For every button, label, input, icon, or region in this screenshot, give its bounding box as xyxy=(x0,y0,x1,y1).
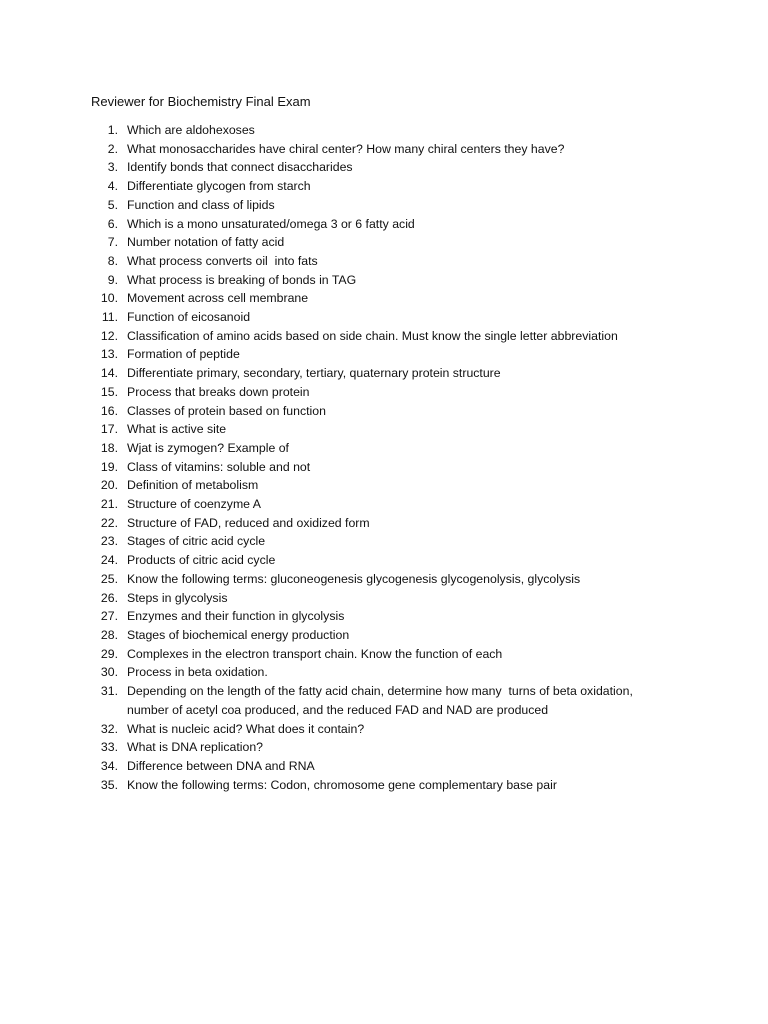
question-text: Products of citric acid cycle xyxy=(127,553,276,568)
question-number: 8. xyxy=(107,253,118,268)
question-item xyxy=(0,196,768,215)
question-text: What is active site xyxy=(127,422,227,437)
question-number: 34. xyxy=(100,758,118,773)
question-number: 11. xyxy=(101,310,118,325)
question-text: Which is a mono unsaturated/omega 3 or 6 fatty acid xyxy=(127,216,415,231)
question-item xyxy=(0,757,768,776)
question-item xyxy=(0,570,768,589)
question-item xyxy=(0,121,768,140)
question-item xyxy=(0,589,768,608)
question-item xyxy=(0,663,768,682)
question-text: Process in beta oxidation. xyxy=(127,665,268,680)
question-item xyxy=(0,327,768,346)
question-text: Enzymes and their function in glycolysis xyxy=(127,609,345,624)
question-number: 24. xyxy=(100,553,118,568)
question-item xyxy=(0,289,768,308)
question-number: 4. xyxy=(107,179,118,194)
question-number: 32. xyxy=(100,721,118,736)
question-text: Classes of protein based on function xyxy=(127,403,326,418)
question-text: Classification of amino acids based on side chain. Must know the single letter abbreviation xyxy=(127,328,618,343)
question-text: Depending on the length of the fatty acid chain, determine how many turns of beta oxidation, number of acetyl coa produced, and the reduced FAD and NAD are produced xyxy=(127,684,637,717)
question-number: 3. xyxy=(107,160,118,175)
question-text: Know the following terms: gluconeogenesis glycogenesis glycogenolysis, glycolysis xyxy=(127,571,581,586)
question-number: 7. xyxy=(107,235,118,250)
question-number: 14. xyxy=(100,366,118,381)
question-item xyxy=(0,776,768,795)
question-text: Differentiate glycogen from starch xyxy=(127,179,311,194)
document-title: Reviewer for Biochemistry Final Exam xyxy=(91,94,311,109)
question-text: Steps in glycolysis xyxy=(127,590,228,605)
question-text: Know the following terms: Codon, chromosome gene complementary base pair xyxy=(127,777,557,792)
question-item xyxy=(0,215,768,234)
question-number: 30. xyxy=(100,665,118,680)
question-number: 35. xyxy=(100,777,118,792)
question-text: Wjat is zymogen? Example of xyxy=(127,440,289,455)
question-item xyxy=(0,383,768,402)
question-number: 16. xyxy=(100,403,118,418)
question-number: 22. xyxy=(100,515,118,530)
question-text: Definition of metabolism xyxy=(127,478,259,493)
question-number: 5. xyxy=(107,197,118,212)
question-number: 29. xyxy=(100,646,118,661)
question-text: What is nucleic acid? What does it contain? xyxy=(127,721,365,736)
question-item xyxy=(0,140,768,159)
question-number: 33. xyxy=(100,740,118,755)
question-text: Function and class of lipids xyxy=(127,197,275,212)
question-text: Movement across cell membrane xyxy=(127,291,309,306)
question-item xyxy=(0,158,768,177)
question-item xyxy=(0,308,768,327)
question-item xyxy=(0,551,768,570)
question-item xyxy=(0,682,768,719)
question-number: 2. xyxy=(107,141,118,156)
question-text: Formation of peptide xyxy=(127,347,240,362)
question-item xyxy=(0,495,768,514)
question-item xyxy=(0,738,768,757)
question-text: Complexes in the electron transport chain. Know the function of each xyxy=(127,646,503,661)
question-item xyxy=(0,420,768,439)
question-text: Which are aldohexoses xyxy=(127,123,255,137)
question-list xyxy=(0,121,768,794)
question-number: 20. xyxy=(100,478,118,493)
question-number: 15. xyxy=(100,384,118,399)
question-item xyxy=(0,364,768,383)
question-number: 9. xyxy=(107,272,118,287)
question-item xyxy=(0,532,768,551)
question-item xyxy=(0,233,768,252)
question-text: Differentiate primary, secondary, tertiary, quaternary protein structure xyxy=(127,366,501,381)
question-item xyxy=(0,720,768,739)
question-item xyxy=(0,458,768,477)
question-item xyxy=(0,402,768,421)
question-text: Stages of citric acid cycle xyxy=(127,534,266,549)
question-text: Class of vitamins: soluble and not xyxy=(127,459,311,474)
question-text: What process converts oil into fats xyxy=(127,253,318,268)
question-item xyxy=(0,645,768,664)
question-text: What is DNA replication? xyxy=(127,740,264,755)
question-number: 21. xyxy=(100,497,118,512)
question-item xyxy=(0,607,768,626)
question-item xyxy=(0,626,768,645)
question-number: 28. xyxy=(100,627,118,642)
question-item xyxy=(0,439,768,458)
question-number: 6. xyxy=(107,216,118,231)
question-number: 26. xyxy=(100,590,118,605)
question-item xyxy=(0,476,768,495)
question-text: Function of eicosanoid xyxy=(127,310,251,325)
question-number: 31. xyxy=(100,684,118,699)
question-number: 12. xyxy=(100,328,118,343)
question-item xyxy=(0,514,768,533)
question-text: Structure of FAD, reduced and oxidized form xyxy=(127,515,370,530)
question-text: What process is breaking of bonds in TAG xyxy=(127,272,357,287)
question-text: Structure of coenzyme A xyxy=(127,497,261,512)
question-number: 10. xyxy=(100,291,118,306)
question-text: Number notation of fatty acid xyxy=(127,235,285,250)
question-item xyxy=(0,271,768,290)
question-text: Difference between DNA and RNA xyxy=(127,758,315,773)
question-number: 23. xyxy=(100,534,118,549)
question-text: Identify bonds that connect disaccharides xyxy=(127,160,353,175)
question-text: Process that breaks down protein xyxy=(127,384,310,399)
question-number: 27. xyxy=(100,609,118,624)
question-number: 17. xyxy=(100,422,118,437)
question-number: 18. xyxy=(100,440,118,455)
question-text: What monosaccharides have chiral center? How many chiral centers they have? xyxy=(127,141,565,156)
question-number: 19. xyxy=(100,459,118,474)
question-number: 13. xyxy=(100,347,118,362)
question-item xyxy=(0,177,768,196)
question-item xyxy=(0,252,768,271)
question-item xyxy=(0,345,768,364)
question-text: Stages of biochemical energy production xyxy=(127,627,350,642)
question-number: 1. xyxy=(107,123,118,137)
question-number: 25. xyxy=(100,571,118,586)
